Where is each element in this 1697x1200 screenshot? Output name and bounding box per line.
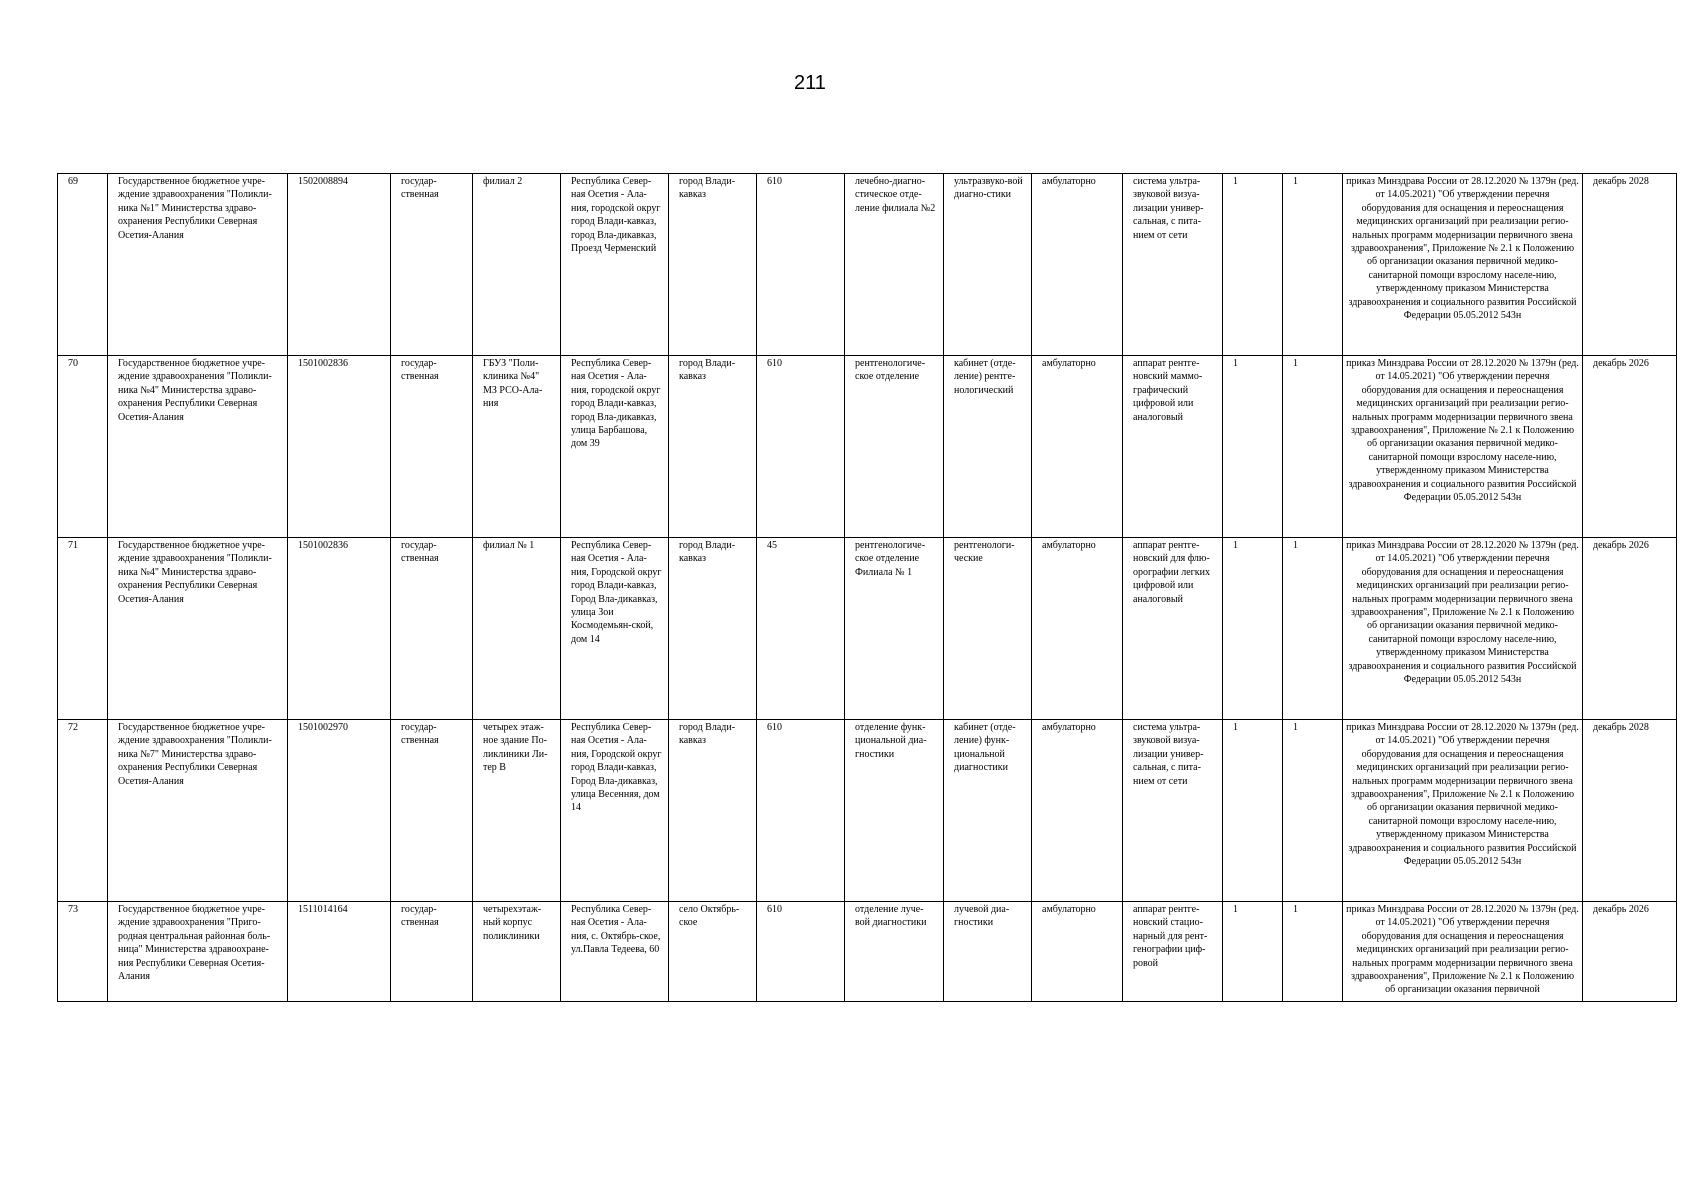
- department: отделение функ-циональной диа-гностики: [845, 720, 944, 902]
- cabinet: кабинет (отде-ление) рентге-нологический: [944, 356, 1032, 538]
- ownership-type: государ-ственная: [391, 902, 473, 1002]
- equipment: аппарат рентге-новский для флю-орографии легких цифровой или аналоговый: [1123, 538, 1223, 720]
- subdivision: филиал 2: [473, 174, 561, 356]
- subdivision: ГБУЗ "Поли-клиника №4" МЗ РСО-Ала-ния: [473, 356, 561, 538]
- ownership-type: государ-ственная: [391, 174, 473, 356]
- quantity-2: 1: [1283, 174, 1343, 356]
- care-form: амбулаторно: [1032, 538, 1123, 720]
- quantity-1: 1: [1223, 538, 1283, 720]
- care-form: амбулаторно: [1032, 174, 1123, 356]
- legal-basis: приказ Минздрава России от 28.12.2020 № 1379н (ред. от 14.05.2021) "Об утверждении перечня оборудования для оснащения и переоснащения медицинских организаций при реализации регио-нальных программ модернизации первичного звена здравоохранения", Приложение № 2.1 к Положению об организации оказания первичной медико-санитарной помощи взрослому населе-нию, утвержденному приказом Министерства здравоохранения и социального развития Российской Федерации 05.05.2012 543н: [1343, 356, 1583, 538]
- locality: город Влади-кавказ: [669, 174, 757, 356]
- equipment-table: [57, 173, 1677, 1002]
- quantity-2: 1: [1283, 902, 1343, 1002]
- deadline: декабрь 2026: [1583, 902, 1677, 1002]
- locality: город Влади-кавказ: [669, 720, 757, 902]
- table-row: [58, 720, 1677, 902]
- okato-code: 610: [757, 720, 845, 902]
- address: Республика Север-ная Осетия - Ала-ния, городской округ город Влади-кавказ, город Вла-дикавказ, Проезд Черменский: [561, 174, 669, 356]
- organization-name: Государственное бюджетное учре-ждение здравоохранения "Приго-родная центральная районная боль-ница" Министерства здравоохране-ния Республики Северная Осетия-Алания: [108, 902, 288, 1002]
- equipment: система ультра-звуковой визуа-лизации универ-сальная, с пита-нием от сети: [1123, 720, 1223, 902]
- cabinet: кабинет (отде-ление) функ-циональной диагностики: [944, 720, 1032, 902]
- department: отделение луче-вой диагностики: [845, 902, 944, 1002]
- cabinet: лучевой диа-гностики: [944, 902, 1032, 1002]
- legal-basis: приказ Минздрава России от 28.12.2020 № 1379н (ред. от 14.05.2021) "Об утверждении перечня оборудования для оснащения и переоснащения медицинских организаций при реализации регио-нальных программ модернизации первичного звена здравоохранения", Приложение № 2.1 к Положению об организации оказания первичной медико-санитарной помощи взрослому населе-нию, утвержденному приказом Министерства здравоохранения и социального развития Российской Федерации 05.05.2012 543н: [1343, 174, 1583, 356]
- organization-code: 1501002970: [288, 720, 391, 902]
- deadline: декабрь 2028: [1583, 720, 1677, 902]
- table-row: [58, 902, 1677, 1002]
- ownership-type: государ-ственная: [391, 720, 473, 902]
- organization-code: 1501002836: [288, 538, 391, 720]
- row-number: 73: [58, 902, 108, 1002]
- organization-code: 1502008894: [288, 174, 391, 356]
- organization-name: Государственное бюджетное учре-ждение здравоохранения "Поликли-ника №4" Министерства здраво-охранения Республики Северная Осетия-Алания: [108, 538, 288, 720]
- page-number: 211: [794, 72, 826, 94]
- legal-basis: приказ Минздрава России от 28.12.2020 № 1379н (ред. от 14.05.2021) "Об утверждении перечня оборудования для оснащения и переоснащения медицинских организаций при реализации регио-нальных программ модернизации первичного звена здравоохранения", Приложение № 2.1 к Положению об организации оказания первичной медико-санитарной помощи взрослому населе-нию, утвержденному приказом Министерства здравоохранения и социального развития Российской Федерации 05.05.2012 543н: [1343, 720, 1583, 902]
- address: Республика Север-ная Осетия - Ала-ния, городской округ город Влади-кавказ, город Вла-дикавказ, улица Барбашова, дом 39: [561, 356, 669, 538]
- okato-code: 610: [757, 902, 845, 1002]
- locality: город Влади-кавказ: [669, 356, 757, 538]
- address: Республика Север-ная Осетия - Ала-ния, с. Октябрь-ское, ул.Павла Тедеева, 60: [561, 902, 669, 1002]
- ownership-type: государ-ственная: [391, 538, 473, 720]
- quantity-2: 1: [1283, 356, 1343, 538]
- address: Республика Север-ная Осетия - Ала-ния, Городской округ город Влади-кавказ, Город Вла-дикавказ, улица Весенняя, дом 14: [561, 720, 669, 902]
- okato-code: 610: [757, 356, 845, 538]
- equipment: аппарат рентге-новский стацио-нарный для рент-генографии циф-ровой: [1123, 902, 1223, 1002]
- organization-name: Государственное бюджетное учре-ждение здравоохранения "Поликли-ника №4" Министерства здраво-охранения Республики Северная Осетия-Алания: [108, 356, 288, 538]
- subdivision: филиал № 1: [473, 538, 561, 720]
- cabinet: ультразвуко-вой диагно-стики: [944, 174, 1032, 356]
- care-form: амбулаторно: [1032, 720, 1123, 902]
- equipment: аппарат рентге-новский маммо-графический цифровой или аналоговый: [1123, 356, 1223, 538]
- okato-code: 610: [757, 174, 845, 356]
- organization-code: 1511014164: [288, 902, 391, 1002]
- okato-code: 45: [757, 538, 845, 720]
- address: Республика Север-ная Осетия - Ала-ния, Городской округ город Влади-кавказ, Город Вла-дикавказ, улица Зои Космодемьян-ской, дом 14: [561, 538, 669, 720]
- subdivision: четырехэтаж-ный корпус поликлиники: [473, 902, 561, 1002]
- quantity-2: 1: [1283, 720, 1343, 902]
- row-number: 71: [58, 538, 108, 720]
- deadline: декабрь 2026: [1583, 538, 1677, 720]
- subdivision: четырех этаж-ное здание По-ликлиники Ли-тер В: [473, 720, 561, 902]
- department: рентгенологиче-ское отделение Филиала № 1: [845, 538, 944, 720]
- department: рентгенологиче-ское отделение: [845, 356, 944, 538]
- equipment: система ультра-звуковой визуа-лизации универ-сальная, с пита-нием от сети: [1123, 174, 1223, 356]
- legal-basis: приказ Минздрава России от 28.12.2020 № 1379н (ред. от 14.05.2021) "Об утверждении перечня оборудования для оснащения и переоснащения медицинских организаций при реализации регио-нальных программ модернизации первичного звена здравоохранения", Приложение № 2.1 к Положению об организации оказания первичной медико-санитарной помощи взрослому населе-нию, утвержденному приказом Министерства здравоохранения и социального развития Российской Федерации 05.05.2012 543н: [1343, 538, 1583, 720]
- care-form: амбулаторно: [1032, 356, 1123, 538]
- legal-basis: приказ Минздрава России от 28.12.2020 № 1379н (ред. от 14.05.2021) "Об утверждении перечня оборудования для оснащения и переоснащения медицинских организаций при реализации регио-нальных программ модернизации первичного звена здравоохранения", Приложение № 2.1 к Положению об организации оказания первичной: [1343, 902, 1583, 1002]
- organization-code: 1501002836: [288, 356, 391, 538]
- department: лечебно-диагно-стическое отде-ление филиала №2: [845, 174, 944, 356]
- deadline: декабрь 2026: [1583, 356, 1677, 538]
- organization-name: Государственное бюджетное учре-ждение здравоохранения "Поликли-ника №7" Министерства здраво-охранения Республики Северная Осетия-Алания: [108, 720, 288, 902]
- row-number: 69: [58, 174, 108, 356]
- quantity-1: 1: [1223, 902, 1283, 1002]
- locality: город Влади-кавказ: [669, 538, 757, 720]
- locality: село Октябрь-ское: [669, 902, 757, 1002]
- deadline: декабрь 2028: [1583, 174, 1677, 356]
- quantity-1: 1: [1223, 174, 1283, 356]
- row-number: 70: [58, 356, 108, 538]
- table-row: [58, 174, 1677, 356]
- quantity-1: 1: [1223, 356, 1283, 538]
- table-row: [58, 538, 1677, 720]
- quantity-2: 1: [1283, 538, 1343, 720]
- row-number: 72: [58, 720, 108, 902]
- table-row: [58, 356, 1677, 538]
- ownership-type: государ-ственная: [391, 356, 473, 538]
- quantity-1: 1: [1223, 720, 1283, 902]
- organization-name: Государственное бюджетное учре-ждение здравоохранения "Поликли-ника №1" Министерства здраво-охранения Республики Северная Осетия-Алания: [108, 174, 288, 356]
- cabinet: рентгенологи-ческие: [944, 538, 1032, 720]
- care-form: амбулаторно: [1032, 902, 1123, 1002]
